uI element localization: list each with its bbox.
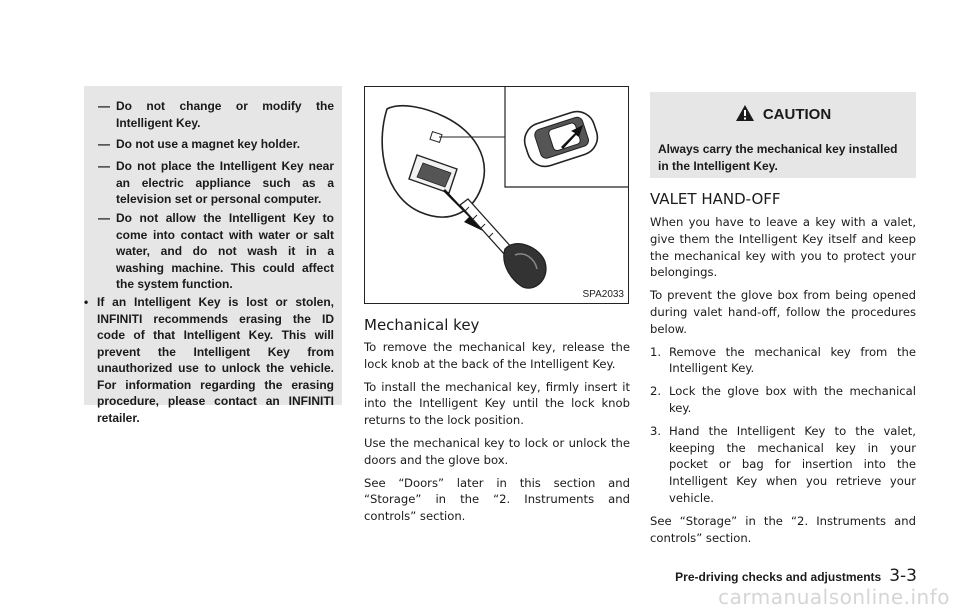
notice-bullet-text: If an Intelligent Key is lost or stolen, INFINITI recommends erasing the ID code of that Intelligent Key. This will prevent the Intelligent Key from unauthorized use to unlock the vehicle. For information regarding the erasing procedure, please contact an INFINITI retailer. — [97, 295, 334, 425]
dash-mark: — — [98, 211, 110, 225]
paragraph: To install the mechanical key, firmly insert it into the Intelligent Key until the lock knob returns to the lock position. — [364, 379, 630, 428]
notice-dash-item — [98, 158, 334, 208]
numbered-step — [650, 344, 916, 378]
dash-mark: — — [98, 159, 110, 173]
dash-mark: — — [98, 137, 110, 151]
paragraph: To prevent the glove box from being opened during valet hand-off, follow the procedures below. — [650, 288, 916, 336]
notice-dash-text: Do not use a magnet key holder. — [116, 137, 301, 151]
watermark: carmanualsonline.info — [718, 585, 950, 609]
numbered-step — [650, 383, 916, 417]
notice-box — [84, 86, 342, 425]
step-number: 2. — [650, 384, 662, 399]
notice-dash-text: Do not allow the Intelligent Key to come into contact with water or salt water, and do not wash it in a washing machine. This could affect the system function. — [116, 211, 334, 291]
bullet-mark: • — [84, 295, 89, 309]
notice-dash-text: Do not change or modify the Intelligent Key. — [116, 99, 334, 130]
notice-dash-item — [98, 136, 334, 153]
section-heading: Mechanical key — [364, 316, 480, 334]
key-illustration — [364, 86, 629, 304]
section-heading: VALET HAND-OFF — [650, 190, 781, 208]
dash-mark: — — [98, 99, 110, 113]
step-text: Remove the mechanical key from the Intelligent Key. — [669, 344, 916, 376]
notice-dash-item — [98, 210, 334, 293]
step-number: 1. — [650, 344, 662, 359]
notice-dash-item — [98, 98, 334, 131]
paragraph: See “Storage” in the “2. Instruments and controls” section. — [650, 513, 916, 545]
caution-header — [650, 104, 916, 126]
paragraph: To remove the mechanical key, release the lock knob at the back of the Intelligent Key. — [364, 340, 630, 371]
figure-label: SPA2033 — [582, 289, 624, 300]
notice-bullet-item — [84, 294, 334, 426]
step-text: Lock the glove box with the mechanical key. — [669, 384, 916, 415]
paragraph: When you have to leave a key with a valet, give them the Intelligent Key itself and keep the mechanical key with you to protect your belongings. — [650, 215, 916, 280]
caution-text: Always carry the mechanical key installed in the Intelligent Key. — [658, 142, 898, 173]
step-number: 3. — [650, 423, 662, 438]
caution-title: CAUTION — [762, 106, 832, 123]
warning-icon — [735, 104, 755, 126]
step-text: Hand the Intelligent Key to the valet, keeping the mechanical key in your pocket or bag for insertion into the Intelligent Key when you retrieve your vehicle. — [669, 423, 916, 505]
valet-section — [650, 190, 916, 552]
paragraph: Use the mechanical key to lock or unlock the doors and the glove box. — [364, 435, 630, 467]
numbered-step — [650, 423, 916, 507]
paragraph: See “Doors” later in this section and “Storage” in the “2. Instruments and controls” section. — [364, 475, 630, 524]
mechanical-key-section — [364, 316, 630, 531]
caution-box — [650, 92, 916, 178]
notice-dash-text: Do not place the Intelligent Key near an electric appliance such as a television set or personal computer. — [116, 159, 334, 206]
intelligent-key-diagram — [365, 87, 628, 303]
footer-section-title: Pre-driving checks and adjustments — [675, 570, 882, 584]
page-footer — [675, 566, 917, 586]
page-number: 3-3 — [889, 566, 917, 586]
